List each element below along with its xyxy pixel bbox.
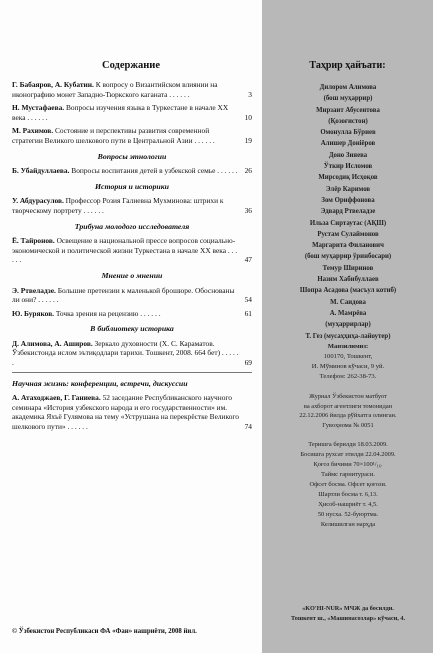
registration-line: Журнал Ўзбекистон матбуот [309,393,387,400]
board-member: Зом Ориффонова [321,196,375,204]
entry-authors: Г. Бабаяров, А. Кубатин. [12,80,94,89]
entry-title: Зеркало духовности (Х. С. Караматов. Ўзбекистонда ислом эътиқодлари тарихи. Тошкент, 2008. 664 бет) . . . . . . [12,338,239,368]
board-member: М. Саидова [330,298,366,306]
board-member: Алишер Доніёров [320,140,376,148]
address-line: И. Мўминов кўчаси, 9 уй. [311,363,385,370]
entry-authors: Э. Ртвеладзе. [12,285,56,295]
board-member: Рустам Сулаймонов [317,230,379,238]
board-member: Темур Ширинов [322,264,374,272]
toc-entry [12,80,252,99]
print-detail-line: 50 нусха. 52-буюртма. [317,511,379,518]
entry-title: Освещение в национальной прессе вопросов социально-экономической и политической жизни Туркестана в начале ХХ века . . . . . . [12,236,238,265]
address-line: 100170, Тошкент, [323,353,373,360]
toc-entry [12,309,252,319]
entry-authors: Д. Алимова, А. Аширов. [12,338,93,348]
board-member: Дилором Алимова [319,84,377,91]
entry-title: Вопросы изучения языка в Туркестане в начале ХХ века . . . . . . [12,103,229,122]
editorial-board [268,82,428,342]
board-member: Маргарита Филанович [312,242,384,250]
entry-authors: Ю. Буряков. [12,308,55,318]
section-opinion: Мнение о мнении [101,270,163,280]
toc-entry [12,339,252,368]
printer-line: «KO'HI-NUR» МЧЖ да босилди. [302,605,394,612]
print-detail-line: Қоғоз бичими 70×100¹/₁₆. [313,461,383,468]
contents-title: Содержание [102,60,160,71]
print-detail-line: Офсет босма. Офсет қоғози. [309,481,387,488]
entry-title: 52 заседание Республиканского научного семинара «История узбекского народа и его государственности» им. академика Яхъё Гулямова на тему «Уструшана на перекрёстке Великого шелкового пути» . . . . . . [12,393,239,432]
section-library: В библиотеку историка [90,324,174,334]
board-member: Доно Зияева [328,151,368,159]
section-history: История и историки [94,181,170,191]
entry-page: 61 [244,308,252,318]
board-member: Т. Гез (мусаҳҳиҳа-лайоутер) [305,332,391,340]
board-member: (бош муҳаррир) [323,95,373,103]
print-detail-line: Келишилган нарҳда [320,521,376,528]
registration-line: Гувоҳнома № 0051 [322,421,374,429]
toc-entry [12,166,252,176]
contents-list [12,80,252,436]
board-member: Ўткир Исломов [323,163,373,171]
entry-page: 54 [244,295,252,305]
entry-authors: Н. Мустафаева. [12,103,65,113]
registration-line: ва ахборот агентлиги томонидан [303,402,393,410]
copyright: © Ўзбекистон Республикаси ФА «Фан» нашриёти, 2008 йил. [12,628,197,635]
entry-authors: А. Атаходжаев, Г. Ганиева. [12,393,101,403]
entry-authors: У. Абдурасулов. [12,196,64,206]
entry-title: Большие претензии к маленькой брошюре. Обоснованы ли они? . . . . . . [12,285,235,305]
registration-line: 22.12.2006 йилда рўйхатга олинган. [299,412,397,419]
print-detail-line: Шартли босма т. 6,13. [318,491,378,498]
entry-page: 36 [244,205,252,215]
entry-page: 26 [244,166,252,176]
printer-info [268,604,428,623]
address-line: Телефон: 262-38-73. [319,373,377,380]
journal-registration [268,392,428,430]
board-member: Эдвард Ртвеладзе [320,208,376,216]
print-detail-line: Ҳисоб-нашриёт т. 4,5. [318,501,378,508]
board-member: Шопра Асадова (масъул котиб) [299,287,397,295]
divider [12,372,252,373]
toc-entry [12,196,252,215]
toc-entry [12,236,252,265]
board-member: Ильза Сиртаутас (АҚШ) [309,219,387,227]
entry-authors: Ё. Тайронов. [12,236,55,246]
entry-title: Точка зрения на рецензию . . . . . . [54,308,161,318]
section-conferences: Научная жизнь: конференции, встречи, дискуссии [12,378,188,388]
board-member: (муҳаррирлар) [325,321,371,329]
board-member: Мирзаит Абусеитова [316,106,380,114]
print-details [268,440,428,530]
board-member: Мирсодиқ Исҳоқов [318,174,378,182]
entry-authors: М. Рахимов. [12,126,54,136]
entry-page: 47 [244,255,252,265]
entry-title: Состояние и перспективы развития современной стратегии Великого шелкового пути в Центральной Азии . . . . . . [12,126,215,145]
entry-title: Вопросы воспитания детей в узбекской семье . . . . . . [69,166,238,176]
entry-page: 10 [244,112,252,122]
entry-title: Профессор Розия Галиевна Мухминова: штрихи к творческому портрету . . . . . . [12,196,224,215]
board-member: А. Мамрёва [329,309,367,317]
board-member: Омонулла Бўриев [320,129,376,137]
board-title: Таҳрир ҳайъати: [309,60,386,71]
print-detail-line: Таймс гарнитураси. [321,471,375,478]
entry-title: К вопросу о Византийском влиянии на иконографию монет Западно-Тюркского каганата . . . . . . [12,80,218,99]
printer-line: Тошкент ш., «Машинасозлар» кўчаси, 4. [290,614,406,622]
board-member: (бош муҳаррир ўринбосари) [304,253,392,261]
entry-page: 74 [244,422,252,432]
address-heading: Манзилимиз: [327,343,369,350]
entry-page: 69 [244,358,252,368]
entry-authors: Б. Убайдуллаева. [12,166,70,176]
board-member: Элёр Каримов [325,185,371,193]
entry-page: 3 [248,89,252,99]
board-member: Назим Хабибуллаев [317,276,379,284]
toc-entry [12,393,252,431]
section-ethnology: Вопросы этнологии [97,151,167,161]
entry-page: 19 [244,135,252,145]
section-tribune: Трибуна молодого исследователя [74,221,190,231]
toc-entry [12,103,252,122]
toc-entry [12,286,252,305]
print-detail-line: Теришга берилди 18.03.2009. [308,441,388,448]
print-detail-line: Босишга рухсат этилди 22.04.2009. [300,451,396,458]
board-member: (Қозоғистон) [328,117,368,125]
toc-entry [12,126,252,145]
address-block [268,342,428,382]
